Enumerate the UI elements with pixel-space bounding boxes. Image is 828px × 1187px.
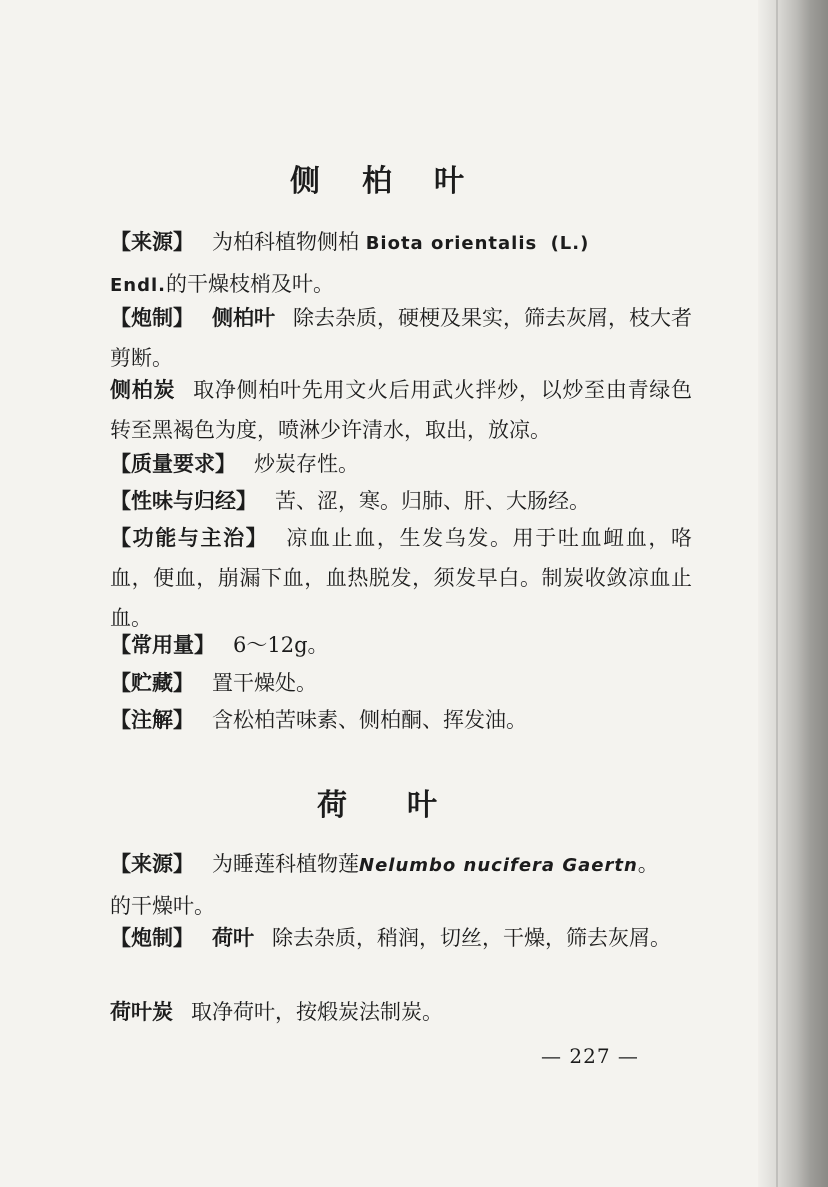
source-text: 为睡莲科植物莲 [212, 852, 359, 876]
source-text: 的干燥枝梢及叶。 [166, 272, 335, 296]
latin-author: (L.) [550, 233, 590, 254]
storage-label: 【贮藏】 [110, 671, 194, 695]
entry1-source [62, 222, 692, 306]
entry1-dosage [62, 625, 692, 665]
entry1-function [62, 518, 692, 638]
latin-name: Biota orientalis [365, 233, 538, 254]
process-subhead: 荷叶 [212, 926, 254, 950]
latin-name: Nelumbo nucifera Gaertn [359, 855, 638, 876]
latin-author: Endl. [110, 275, 167, 296]
entry2-source: 【来源】 为睡莲科植物莲Nelumbo nucifera Gaertn。 的干燥叶。 [110, 852, 659, 918]
process-label: 【炮制】 [110, 306, 194, 330]
storage-text: 置干燥处。 [212, 671, 317, 695]
entry2-charcoal [62, 992, 692, 1032]
notes-label: 【注解】 [110, 708, 194, 732]
quality-text: 炒炭存性。 [254, 452, 359, 476]
entry1-nature [62, 481, 692, 521]
process-text: 除去杂质，稍润，切丝，干燥，筛去灰屑。 [272, 926, 671, 950]
function-text: 凉血止血，生发乌发。用于吐血衄血，咯血，便血，崩漏下血，血热脱发，须发早白。制炭收敛凉血止血。 [110, 526, 692, 630]
entry1-quality [62, 444, 692, 484]
entry2-processing [62, 918, 692, 958]
title-char: 叶 [434, 164, 464, 199]
process-text: 除去杂质，硬梗及果实，筛去灰屑，枝大者剪断。 [110, 306, 692, 370]
page-number: — 227 — [541, 1044, 639, 1068]
quality-label: 【质量要求】 [110, 452, 236, 476]
title-char: 荷 [317, 788, 347, 823]
process-subhead: 侧柏叶 [212, 306, 275, 330]
title-char: 叶 [407, 788, 437, 823]
dosage-label: 【常用量】 [110, 633, 215, 657]
source-label: 【来源】 [110, 230, 194, 254]
source-text: 为柏科植物侧柏 [212, 230, 359, 254]
book-page-edge [758, 0, 828, 1187]
notes-text: 含松柏苦味素、侧柏酮、挥发油。 [212, 708, 527, 732]
dosage-text: 6～12g。 [233, 633, 329, 657]
charcoal-subhead: 侧柏炭 [110, 378, 176, 402]
title-char: 柏 [362, 164, 392, 199]
nature-text: 苦、涩，寒。归肺、肝、大肠经。 [275, 489, 590, 513]
nature-label: 【性味与归经】 [110, 489, 257, 513]
charcoal-subhead: 荷叶炭 [110, 1000, 173, 1024]
process-label: 【炮制】 [110, 926, 194, 950]
entry-title-cebaiye [62, 156, 692, 200]
entry1-processing [62, 298, 692, 378]
source-text: 的干燥叶。 [110, 894, 215, 918]
entry1-storage [62, 663, 692, 703]
entry-title-heye [62, 780, 692, 824]
entry1-charcoal [62, 370, 692, 450]
source-label: 【来源】 [110, 852, 194, 876]
charcoal-text: 取净荷叶，按煅炭法制炭。 [191, 1000, 443, 1024]
charcoal-text: 取净侧柏叶先用文火后用武火拌炒，以炒至由青绿色转至黑褐色为度，喷淋少许清水，取出，放凉。 [110, 378, 693, 442]
title-char: 侧 [290, 164, 320, 199]
entry1-notes [62, 700, 692, 740]
function-label: 【功能与主治】 [110, 526, 269, 550]
